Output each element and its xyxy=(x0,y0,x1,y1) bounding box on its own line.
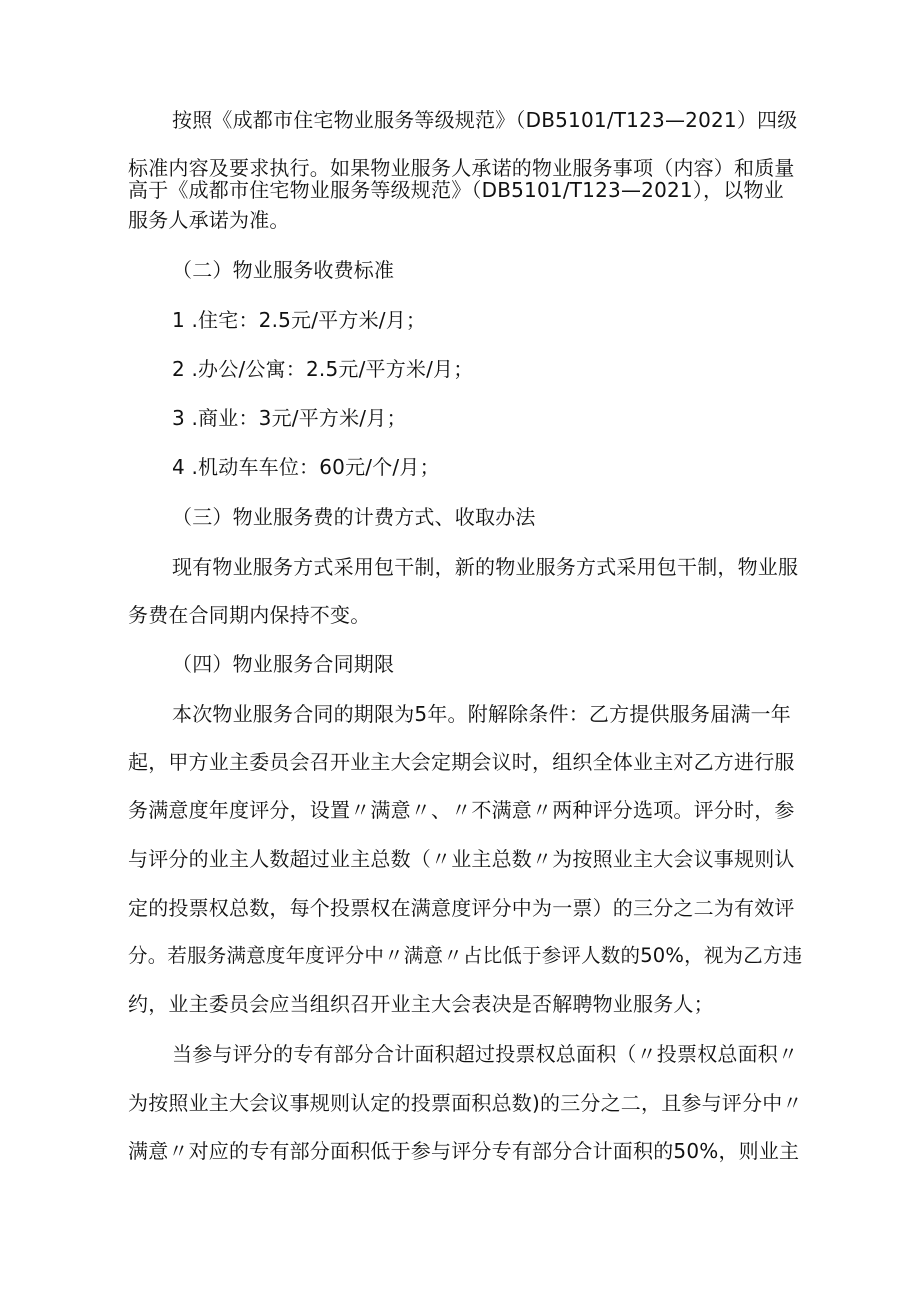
paragraph-line: 现有物业服务方式采用包干制，新的物业服务方式采用包干制，物业服 xyxy=(172,555,799,579)
paragraph-line: 服务人承诺为准。 xyxy=(128,208,290,232)
fee-item: 1 .住宅：2.5元/平方米/月； xyxy=(172,308,427,332)
paragraph-line: 分。若服务满意度年度评分中〃满意〃占比低于参评人数的50%，视为乙方违 xyxy=(128,944,803,967)
section-heading: （四）物业服务合同期限 xyxy=(172,652,395,676)
paragraph-line: 起，甲方业主委员会召开业主大会定期会议时，组织全体业主对乙方进行服 xyxy=(128,750,795,774)
paragraph-line: 务费在合同期内保持不变。 xyxy=(128,603,371,627)
paragraph-line: 当参与评分的专有部分合计面积超过投票权总面积（〃投票权总面积〃 xyxy=(172,1042,799,1066)
paragraph-line: 为按照业主大会议事规则认定的投票面积总数)的三分之二，且参与评分中〃 xyxy=(128,1091,803,1115)
paragraph-line: 高于《成都市住宅物业服务等级规范》（DB5101/T123—2021），以物业 xyxy=(128,178,784,202)
section-heading: （三）物业服务费的计费方式、收取办法 xyxy=(172,505,536,529)
paragraph-line: 标准内容及要求执行。如果物业服务人承诺的物业服务事项（内容）和质量 xyxy=(128,156,795,180)
section-heading: （二）物业服务收费标准 xyxy=(172,258,395,282)
paragraph-line: 满意〃对应的专有部分面积低于参与评分专有部分合计面积的50%，则业主 xyxy=(128,1139,800,1163)
fee-item: 2 .办公/公寓：2.5元/平方米/月； xyxy=(172,357,474,381)
paragraph-line: 本次物业服务合同的期限为5年。附解除条件：乙方提供服务届满一年 xyxy=(172,702,791,726)
fee-item: 3 .商业：3元/平方米/月； xyxy=(172,406,407,430)
fee-item: 4 .机动车车位：60元/个/月； xyxy=(172,455,440,479)
paragraph-line: 务满意度年度评分，设置〃满意〃、〃不满意〃两种评分选项。评分时，参 xyxy=(128,798,795,822)
paragraph-line: 定的投票权总数，每个投票权在满意度评分中为一票）的三分之二为有效评 xyxy=(128,896,795,920)
paragraph-line: 按照《成都市住宅物业服务等级规范》（DB5101/T123—2021）四级 xyxy=(172,108,798,132)
paragraph-line: 与评分的业主人数超过业主总数（〃业主总数〃为按照业主大会议事规则认 xyxy=(128,847,795,871)
paragraph-line: 约，业主委员会应当组织召开业主大会表决是否解聘物业服务人； xyxy=(128,992,714,1016)
